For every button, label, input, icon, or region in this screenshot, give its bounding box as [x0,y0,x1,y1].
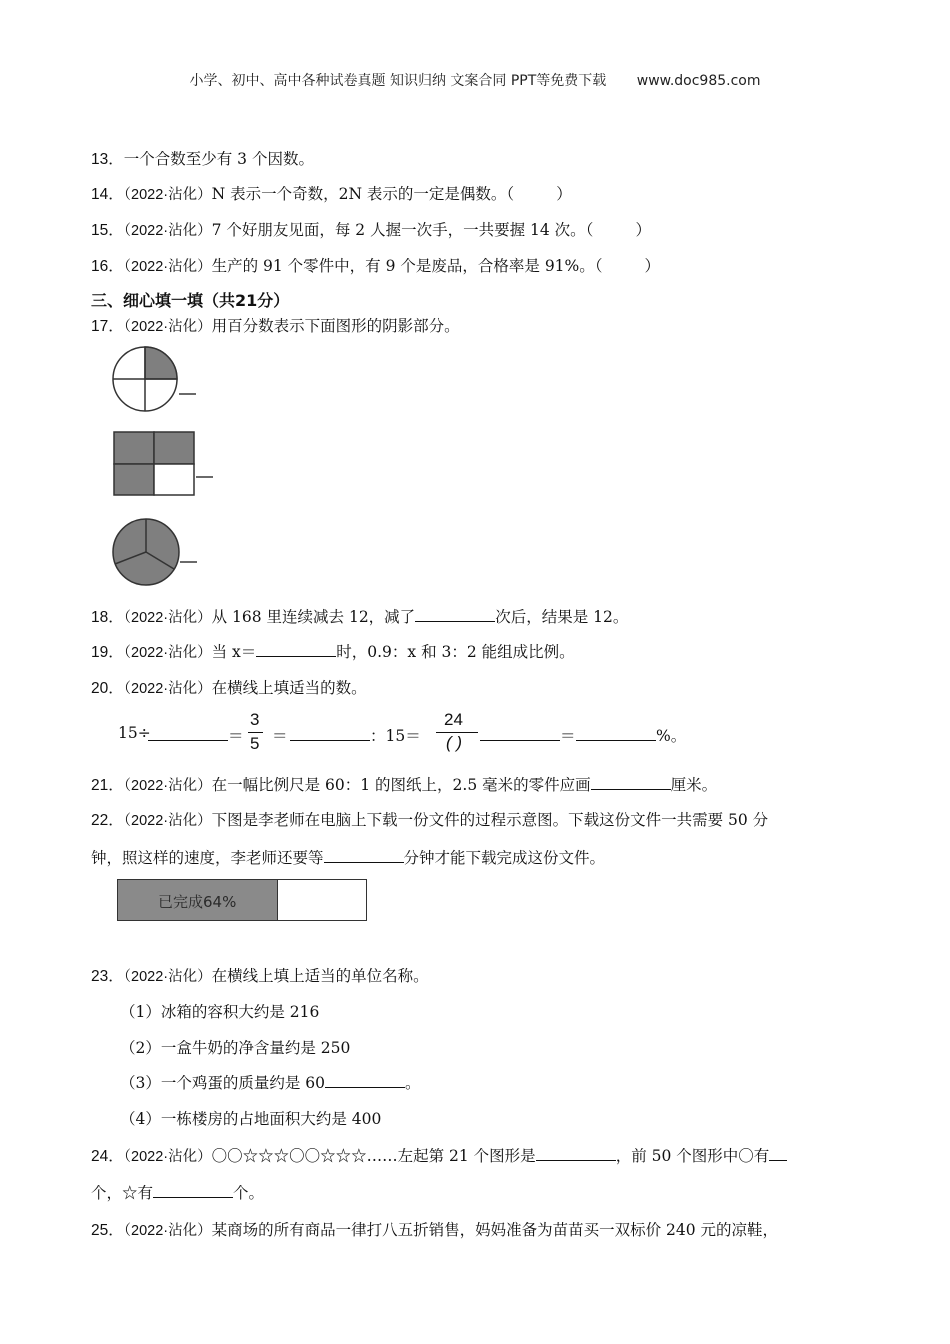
sub-question-2: （2）一盒牛奶的净含量约是 250 [120,1039,351,1057]
question-text: 在横线上填上适当的单位名称。 [211,967,429,985]
fraction-numerator: 3 [250,710,260,729]
question-22-line2 [91,846,605,868]
question-text: 当 x＝ [211,643,257,661]
question-text: 在一幅比例尺是 60：1 的图纸上，2.5 毫米的零件应画 [211,776,591,794]
question-source: （2022·沾化） [123,187,212,203]
question-16 [91,254,660,276]
question-source: （2022·沾化） [123,778,212,794]
question-text: 生产的 91 个零件中，有 9 个是废品，合格率是 91%。（ [211,257,603,275]
paren-close: ） [635,221,651,239]
question-number: 15． [91,222,124,239]
rectangle-figure [112,431,216,497]
question-text-tail: 次后，结果是 12。 [495,608,629,626]
question-text-tail: 分钟才能下载完成这份文件。 [403,849,606,867]
question-text: 一个合数至少有 3 个因数。 [123,150,314,168]
fraction-denominator-blank[interactable]: ( ) [446,733,463,752]
paren-close: ） [556,185,572,203]
progress-label: 已完成64% [158,893,237,911]
question-number: 25． [91,1222,124,1239]
question-source: （2022·沾化） [123,1149,212,1165]
sub-question-4: （4）一栋楼房的占地面积大约是 400 [120,1110,382,1128]
page-header [0,70,950,90]
answer-blank[interactable] [148,726,228,741]
question-14 [91,182,572,204]
question-17 [91,314,460,336]
question-text: N 表示一个奇数，2N 表示的一定是偶数。（ [211,185,515,203]
question-text-mid: ，前 50 个图形中〇有 [615,1147,770,1165]
question-13 [91,147,314,169]
answer-blank[interactable] [415,607,495,622]
answer-blank[interactable] [153,1183,233,1198]
question-number: 19． [91,644,124,661]
question-number: 14． [91,186,124,203]
answer-blank[interactable] [591,775,671,790]
question-source: （2022·沾化） [123,1223,212,1239]
question-text-tail: 时，0.9：x 和 3：2 能组成比例。 [336,643,575,661]
third-circle-figure [108,516,200,588]
question-number: 23． [91,968,124,985]
question-number: 21． [91,777,124,794]
question-number: 24． [91,1148,124,1165]
question-number: 22． [91,812,124,829]
eq-equals: ＝ [272,727,288,745]
section-title: 三、细心填一填（共21分） [91,291,290,310]
question-25 [91,1218,778,1240]
question-22 [91,808,768,830]
question-text: 从 168 里连续减去 12，减了 [211,608,416,626]
question-number: 20． [91,680,124,697]
header-text: 小学、初中、高中各种试卷真题 知识归纳 文案合同 PPT等免费下载 [189,73,607,89]
question-number: 18． [91,609,124,626]
question-text-tail: 厘米。 [670,776,718,794]
question-number: 16． [91,258,124,275]
question-source: （2022·沾化） [123,319,212,335]
sub-question-text: （3）一个鸡蛋的质量约是 60 [120,1074,326,1092]
question-number: 17． [91,318,124,335]
question-source: （2022·沾化） [123,610,212,626]
question-source: （2022·沾化） [123,259,212,275]
question-19 [91,640,575,662]
answer-blank[interactable] [324,848,404,863]
answer-blank[interactable] [576,726,656,741]
sub-question-tail: 。 [405,1074,421,1092]
question-24 [91,1144,787,1166]
question-source: （2022·沾化） [123,223,212,239]
fraction-denominator: 5 [250,734,260,753]
question-23 [91,964,429,986]
question-source: （2022·沾化） [123,645,212,661]
answer-blank[interactable] [256,642,336,657]
header-site-link[interactable]: www.doc985.com [636,73,761,89]
question-18 [91,605,628,627]
eq-percent: %。 [656,727,687,745]
question-text: 某商场的所有商品一律打八五折销售，妈妈准备为苗苗买一双标价 240 元的凉鞋， [211,1221,779,1239]
sub-question-3 [120,1071,421,1093]
answer-blank[interactable] [290,726,370,741]
question-source: （2022·沾化） [123,969,212,985]
question-text-tail: 个。 [233,1184,265,1202]
question-text: 下图是李老师在电脑上下载一份文件的过程示意图。下载这份文件一共需要 50 分 [211,811,769,829]
answer-blank[interactable] [480,726,560,741]
question-text: 用百分数表示下面图形的阴影部分。 [211,317,460,335]
eq-equals: ＝ [228,727,244,745]
answer-blank[interactable] [536,1146,616,1161]
sub-question-1: （1）冰箱的容积大约是 216 [120,1003,320,1021]
question-text: 个，☆有 [91,1184,154,1202]
fraction-bar [248,732,263,733]
eq-colon-15: ：15＝ [370,727,421,745]
question-24-line2 [91,1181,264,1203]
quarter-circle-figure [108,342,200,414]
question-text: 7 个好朋友见面，每 2 人握一次手，一共要握 14 次。（ [211,221,594,239]
answer-blank[interactable] [325,1073,405,1088]
question-text: 钟，照这样的速度，李老师还要等 [91,849,324,867]
question-15 [91,218,651,240]
question-source: （2022·沾化） [123,813,212,829]
question-text: 〇〇☆☆☆〇〇☆☆☆……左起第 21 个图形是 [211,1147,536,1165]
question-text: 在横线上填适当的数。 [211,679,367,697]
eq-dividend: 15÷ [118,724,151,742]
question-20 [91,676,367,698]
question-source: （2022·沾化） [123,681,212,697]
eq-equals: ＝ [560,727,576,745]
paren-close: ） [644,257,661,275]
question-21 [91,773,717,795]
question-number: 13． [91,151,124,168]
fraction-numerator: 24 [444,710,463,729]
answer-blank[interactable] [769,1146,787,1161]
download-progress-bar [117,879,367,921]
